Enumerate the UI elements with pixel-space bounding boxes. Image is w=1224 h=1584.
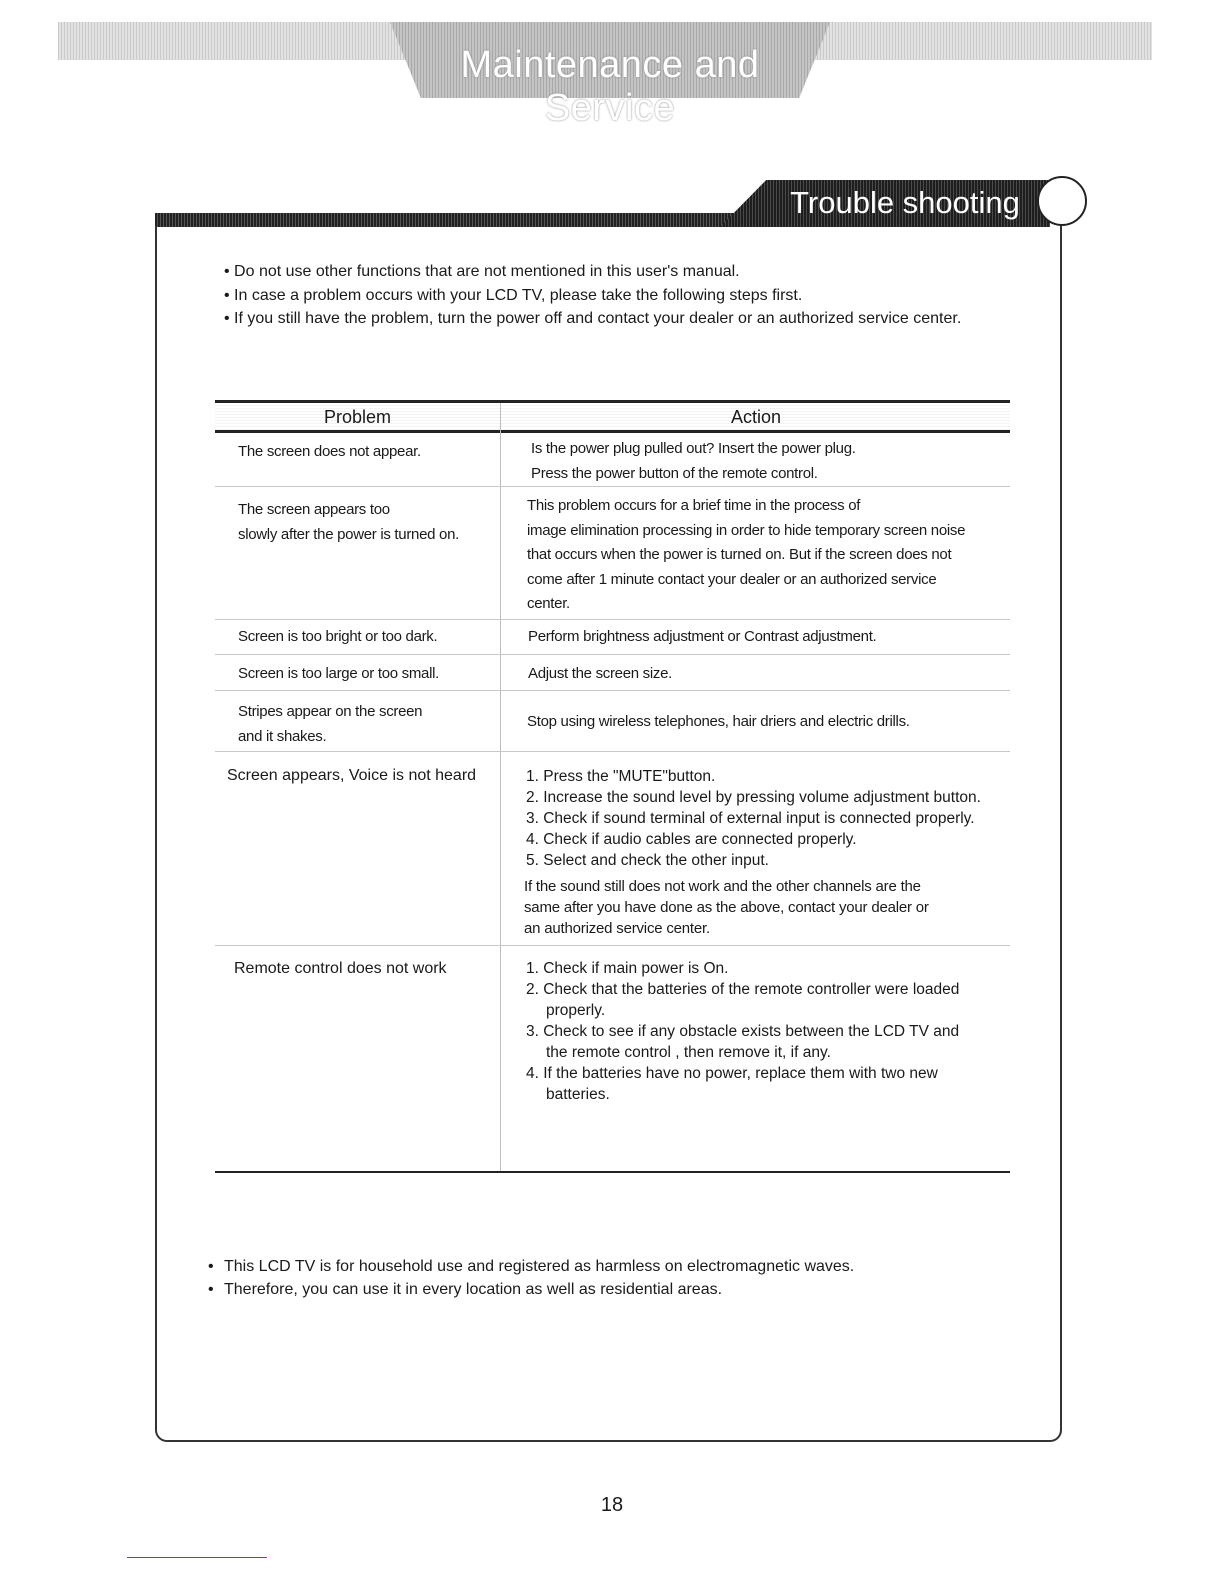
table-row-problem	[234, 957, 447, 982]
action-text: the remote control , then remove it, if any.	[546, 1044, 831, 1061]
intro-item: • If you still have the problem, turn the power off and contact your dealer or an authorized service center.	[224, 310, 962, 327]
row-divider	[215, 690, 1010, 691]
table-row-problem	[238, 625, 437, 650]
problem-text: Remote control does not work	[234, 960, 447, 977]
row-divider	[215, 654, 1010, 655]
action-text: Press the power button of the remote control.	[531, 464, 818, 482]
intro-text: If you still have the problem, turn the power off and contact your dealer or an authorized service center.	[234, 310, 962, 327]
table-row-problem	[238, 440, 421, 465]
problem-text: The screen appears too	[238, 501, 390, 518]
column-header-problem: Problem	[323, 407, 392, 427]
action-text: 2. Check that the batteries of the remote controller were loaded	[526, 981, 960, 998]
outro-list	[208, 1255, 854, 1301]
table-bottom-rule	[215, 1171, 1010, 1173]
problem-text: slowly after the power is turned on.	[238, 525, 459, 543]
problem-text: and it shakes.	[238, 727, 327, 745]
intro-item: • Do not use other functions that are not mentioned in this user's manual.	[224, 263, 740, 280]
table-row-action	[526, 958, 959, 1105]
action-text: 4. Check if audio cables are connected properly.	[526, 831, 857, 848]
section-bar	[155, 213, 735, 227]
note-text: If the sound still does not work and the other channels are the	[524, 878, 921, 895]
outro-item: • This LCD TV is for household use and registered as harmless on electromagnetic waves.	[208, 1258, 855, 1275]
action-text: that occurs when the power is turned on. But if the screen does not	[527, 546, 952, 563]
section-title: Trouble shooting	[790, 185, 1020, 220]
problem-text: Screen is too bright or too dark.	[238, 628, 438, 645]
outro-item: • Therefore, you can use it in every location as well as residential areas.	[208, 1281, 723, 1298]
row-divider	[215, 945, 1010, 946]
note-text: same after you have done as the above, contact your dealer or	[524, 899, 929, 916]
action-text: properly.	[546, 1002, 606, 1019]
intro-text: Do not use other functions that are not mentioned in this user's manual.	[234, 263, 740, 280]
table-row-action	[527, 494, 965, 617]
action-text: image elimination processing in order to hide temporary screen noise	[527, 521, 966, 539]
table-row-action	[528, 625, 876, 650]
problem-text: The screen does not appear.	[238, 443, 421, 460]
row-divider	[215, 751, 1010, 752]
action-text: 1. Check if main power is On.	[526, 960, 729, 977]
action-text: Is the power plug pulled out? Insert the power plug.	[531, 440, 856, 457]
action-text: come after 1 minute contact your dealer or an authorized service	[527, 570, 937, 588]
note-text: an authorized service center.	[524, 920, 710, 937]
table-row-action	[527, 710, 910, 735]
table-row-action	[531, 437, 856, 486]
table-row-problem	[238, 700, 422, 749]
action-text: Stop using wireless telephones, hair driers and electric drills.	[527, 713, 910, 730]
action-text: batteries.	[546, 1086, 610, 1103]
action-text: Perform brightness adjustment or Contrast adjustment.	[528, 628, 877, 645]
intro-text: In case a problem occurs with your LCD TV, please take the following steps first.	[234, 286, 803, 304]
action-text: 3. Check if sound terminal of external input is connected properly.	[526, 810, 975, 827]
action-text: 1. Press the "MUTE"button.	[526, 768, 716, 785]
action-text: center.	[527, 595, 570, 612]
action-text: 4. If the batteries have no power, replace them with two new	[526, 1065, 938, 1082]
table-row-action	[526, 766, 981, 871]
row-divider	[215, 619, 1010, 620]
action-text: 2. Increase the sound level by pressing volume adjustment button.	[526, 789, 981, 806]
action-text: This problem occurs for a brief time in the process of	[527, 497, 861, 514]
intro-item: • In case a problem occurs with your LCD TV, please take the following steps first.	[224, 286, 803, 304]
column-divider	[500, 403, 501, 1171]
row-divider	[215, 486, 1010, 487]
problem-text: Screen appears, Voice is not heard	[227, 767, 477, 784]
page-title: Maintenance and Service	[460, 44, 760, 129]
problem-text: Stripes appear on the screen	[238, 703, 423, 720]
section-circle-icon	[1037, 176, 1087, 226]
problem-text: Screen is too large or too small.	[238, 665, 440, 682]
table-row-action	[528, 662, 672, 687]
intro-list	[224, 260, 961, 331]
outro-text: Therefore, you can use it in every location as well as residential areas.	[224, 1281, 723, 1298]
table-row-problem	[227, 764, 476, 789]
table-row-problem	[238, 498, 459, 547]
table-row-note	[524, 876, 929, 939]
outro-text: This LCD TV is for household use and registered as harmless on electromagnetic waves.	[224, 1258, 855, 1275]
action-text: 3. Check to see if any obstacle exists between the LCD TV and	[526, 1023, 960, 1040]
action-text: 5. Select and check the other input.	[526, 852, 769, 869]
footer-rule	[127, 1557, 267, 1558]
action-text: Adjust the screen size.	[528, 665, 673, 682]
column-header-action: Action	[730, 407, 782, 427]
table-row-problem	[238, 662, 439, 687]
page-number: 18	[600, 1494, 624, 1516]
table-header-rule	[215, 430, 1010, 433]
